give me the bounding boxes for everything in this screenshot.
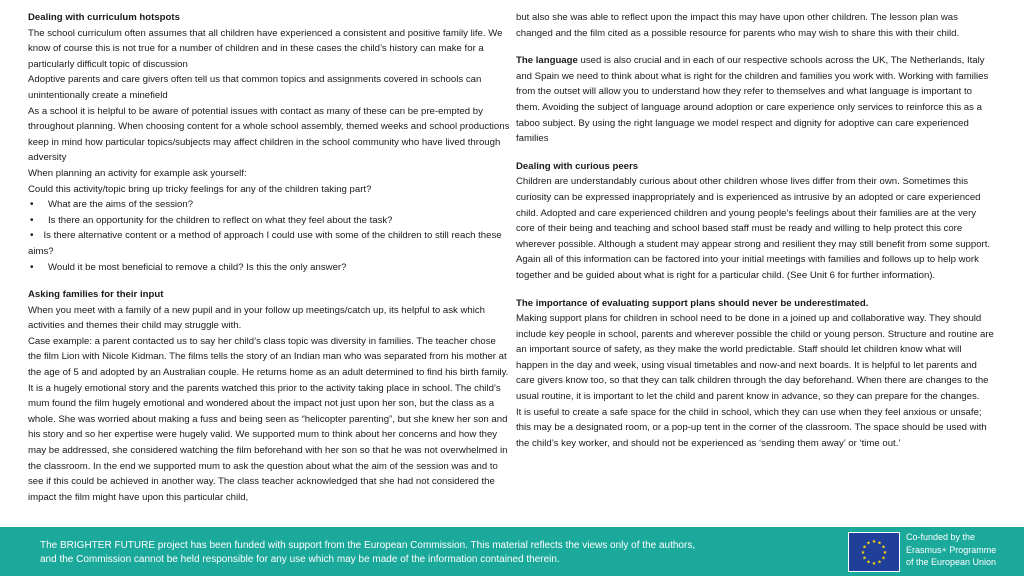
eu-star-icon: ★ bbox=[881, 544, 886, 551]
eu-star-icon: ★ bbox=[862, 544, 867, 551]
heading-asking-families: Asking families for their input bbox=[28, 289, 164, 301]
heading-support-plans: The importance of evaluating support plans should never be underestimated. bbox=[516, 297, 869, 309]
paragraph-language: The language used is also crucial and in each of our respective schools across the UK, The Netherlands, Italy and Spain we need to think about what is right for the children and families you work with. Working with families from the outset will allow you to understand how they refer to themselves and what language is important to them. Avoiding the subject of language around adoption or care experience only services to reinforce this as a taboo subject. By using the right language we model respect and dignity for adoptive can care experienced families bbox=[516, 55, 989, 145]
erasmus-label: Co-funded by the Erasmus+ Programme of the European Union bbox=[906, 532, 997, 567]
eu-star-icon: ★ bbox=[877, 559, 882, 566]
heading-curious-peers: Dealing with curious peers bbox=[516, 160, 639, 172]
list-item: • Is there alternative content or a method of approach I could use with some of the children to still reach these aims? bbox=[28, 230, 502, 257]
bullet-icon: • bbox=[30, 199, 34, 211]
eu-stars-icon bbox=[849, 533, 899, 571]
question-list bbox=[28, 197, 510, 275]
eu-star-icon: ★ bbox=[871, 539, 877, 545]
eu-star-icon: ★ bbox=[871, 561, 877, 567]
bullet-icon: • bbox=[30, 261, 34, 273]
paragraph: When you meet with a family of a new pupil and in your follow up meetings/catch up, its helpful to ask which activities and themes their child may struggle with. bbox=[28, 304, 486, 332]
eu-star-icon: ★ bbox=[882, 550, 888, 556]
funding-disclaimer: The BRIGHTER FUTURE project has been funded with support from the European Commission. This material reflects the views only of the authors, and the Commission cannot be held responsible for any use which may be made of the information contained therein. bbox=[40, 540, 696, 565]
list-item: • Would it be most beneficial to remove a child? Is this the only answer? bbox=[28, 260, 510, 276]
paragraph: Case example: a parent contacted us to say her child’s class topic was diversity in families. The teacher chose the film Lion with Nicole Kidman. The films tells the story of an Indian man who was separated from his mother at the age of 5 and adopted by an Australian couple. He returns home as an adult determined to find his birth family. It is a hugely emotional story and the parents watched this prior to the activity taking place in school. The child’s mum found the film hugely emotional and wondered about the impact not just upon her son, but the class as a whole. She was worried about making a fuss and being seen as “helicopter parenting”, but she knew her son and his story and so her expertise were hugely valid. We supported mum to think about her concerns and how they may be addressed, she considered watching the film beforehand with her son so that he was not overwhelmed in the classroom. In the end we supported mum to ask the question about what the aim of the session was and to see if this could be achieved in another way. The class teacher acknowledged that she had not considered the impact the film might have upon this particular child, bbox=[28, 335, 509, 503]
eu-flag-icon bbox=[848, 532, 900, 572]
eu-star-icon: ★ bbox=[881, 555, 886, 562]
eu-star-icon: ★ bbox=[866, 540, 871, 547]
paragraph: It is useful to create a safe space for the child in school, which they can use when they feel anxious or unsafe; this may be a designated room, or a pop-up tent in the corner of the classroom. The space should be used with the child’s key worker, and should not be experienced as ‘sending them away’ or ‘time out.’ bbox=[516, 406, 987, 449]
paragraph: Adoptive parents and care givers often tell us that common topics and assignments covered in schools can unintentionally create a minefield bbox=[28, 74, 482, 101]
left-column bbox=[28, 10, 510, 505]
bullet-icon: • bbox=[30, 230, 34, 242]
eu-star-icon: ★ bbox=[860, 550, 866, 556]
eu-star-icon: ★ bbox=[866, 559, 871, 566]
paragraph: Could this activity/topic bring up tricky feelings for any of the children taking part? bbox=[28, 183, 372, 195]
paragraph: As a school it is helpful to be aware of potential issues with contact as many of these can be pre-empted by throughout planning. When choosing content for a whole school assembly, themed weeks and school productions keep in mind how particular topics/subjects may affect children in the school community who have lived through adversity bbox=[28, 105, 510, 164]
paragraph: Making support plans for children in school need to be done in a joined up and collaborative way. They should include key people in school, parents and wherever possible the child or young person. Structure and routine are an important source of safety, as they make the world predictable. Staff should let children know what will happen in the day and week, using visual timetables and now-and next boards. It is helpful to let parents and care givers know too, so that they can talk children through the day beforehand. When there are changes to the usual routine, it is important to let the child and parent know in advance, so they can prepare for the changes. bbox=[516, 313, 994, 403]
eu-star-icon: ★ bbox=[862, 555, 867, 562]
right-column bbox=[516, 10, 994, 451]
eu-star-icon: ★ bbox=[877, 540, 882, 547]
list-item: • Is there an opportunity for the children to reflect on what they feel about the task? bbox=[28, 213, 510, 229]
paragraph: When planning an activity for example ask yourself: bbox=[28, 167, 247, 179]
paragraph: The school curriculum often assumes that all children have experienced a consistent and positive family life. We know of course this is not true for a number of children and in these cases the child’s history can make for a particularly difficult topic of discussion bbox=[28, 27, 503, 70]
language-lead: The language bbox=[516, 55, 578, 67]
paragraph: Children are understandably curious about other children whose lives differ from their own. Sometimes this curiosity can be expressed inappropriately and is experienced as intrusive by an adopted or care experienced child. Adopted and care experienced children and young people’s feelings about their families are at the very core of their being and teaching and school based staff must be ready and willing to help protect this core wherever possible. Although a student may appear strong and resilient they may still benefit from some support. Again all of this information can be factored into your initial meetings with families and follows up to help work together and be guided about what is right for a particular child. (See Unit 6 for further information). bbox=[516, 176, 991, 281]
paragraph: but also she was able to reflect upon the impact this may have upon other children. The lesson plan was changed and the film cited as a possible resource for parents who may wish to share this with their child. bbox=[516, 12, 960, 39]
bullet-icon: • bbox=[30, 214, 34, 226]
list-item: • What are the aims of the session? bbox=[28, 197, 510, 213]
heading-curriculum-hotspots: Dealing with curriculum hotspots bbox=[28, 12, 180, 23]
